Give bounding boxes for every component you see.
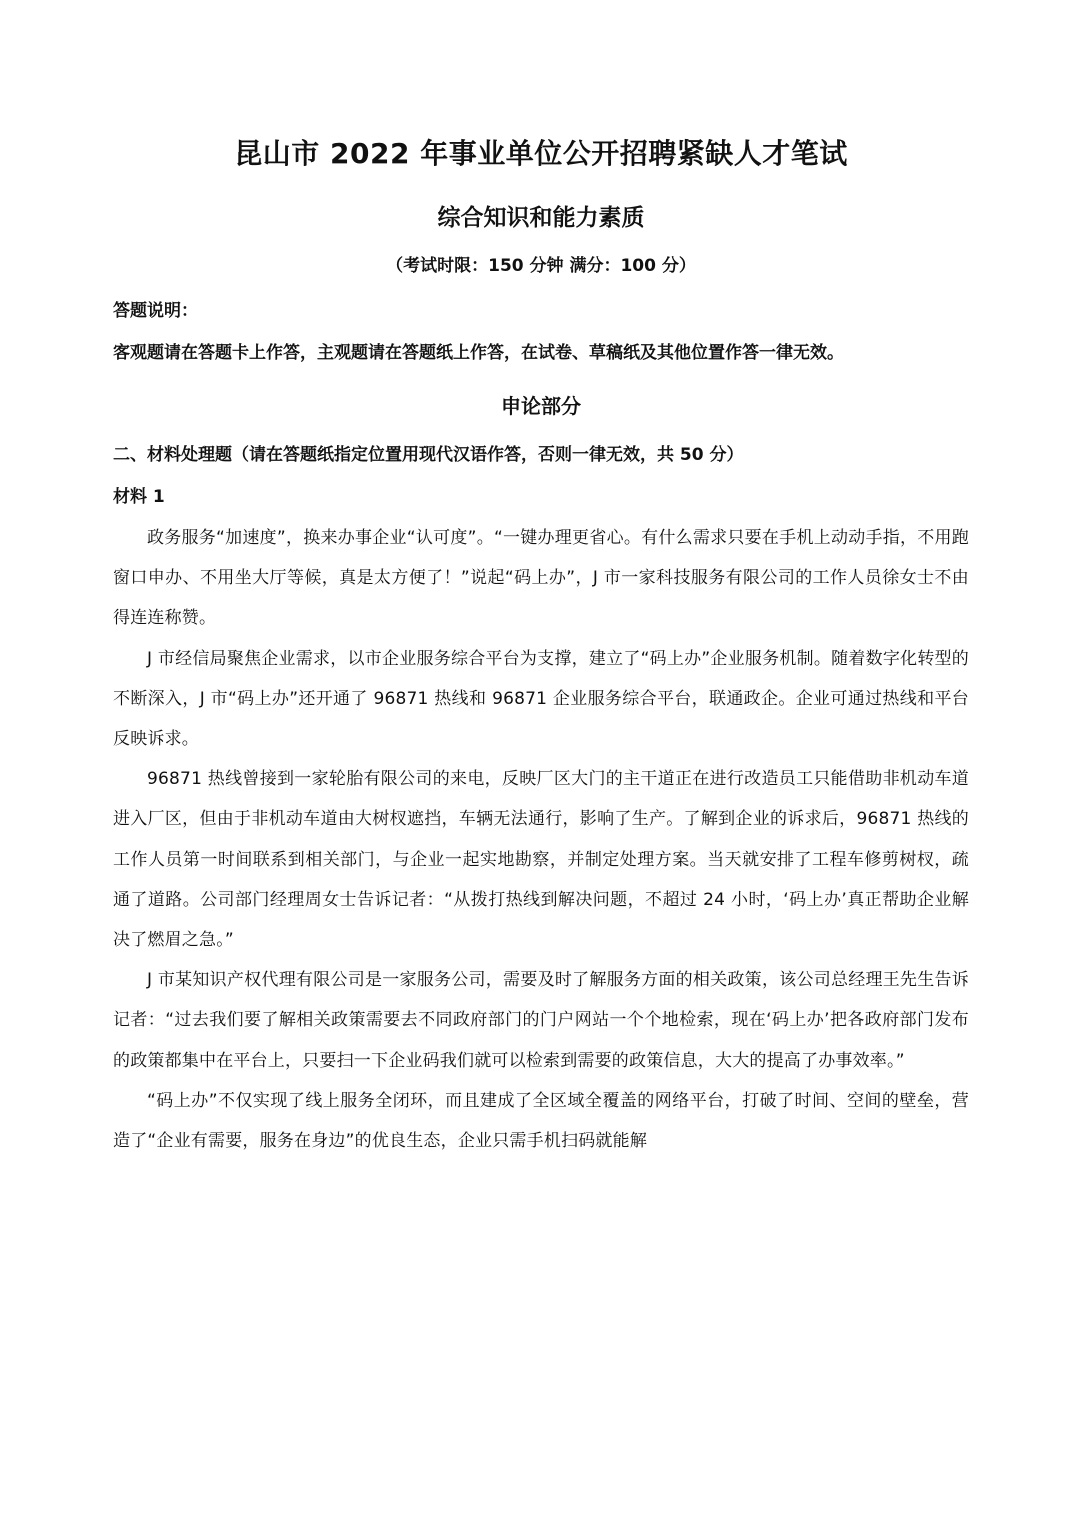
material-paragraph: 政务服务“加速度”，换来办事企业“认可度”。“一键办理更省心。有什么需求只要在手机上动动手指，不用跑窗口申办、不用坐大厅等候，真是太方便了！”说起“码上办”，J 市一家科技服务有限公司的工作人员徐女士不由得连连称赞。 <box>113 528 969 629</box>
instructions-label: 答题说明： <box>113 301 198 321</box>
document-subtitle: 综合知识和能力素质 <box>437 205 645 231</box>
section-title: 申论部分 <box>501 394 581 418</box>
question-title: 二、材料处理题（请在答题纸指定位置用现代汉语作答，否则一律无效，共 50 分） <box>113 445 744 465</box>
material-paragraph: 96871 热线曾接到一家轮胎有限公司的来电，反映厂区大门的主干道正在进行改造员工只能借助非机动车道进入厂区，但由于非机动车道由大树杈遮挡，车辆无法通行，影响了生产。了解到企业的诉求后，96871 热线的工作人员第一时间联系到相关部门，与企业一起实地勘察，并制定处理方案。当天就安排了工程车修剪树杈，疏通了道路。公司部门经理周女士告诉记者：“从拨打热线到解决问题，不超过 24 小时，‘码上办’真正帮助企业解决了燃眉之急。” <box>113 769 969 951</box>
instructions-text: 客观题请在答题卡上作答，主观题请在答题纸上作答，在试卷、草稿纸及其他位置作答一律无效。 <box>113 343 844 363</box>
document-title: 昆山市 2022 年事业单位公开招聘紧缺人才笔试 <box>234 137 848 170</box>
material-paragraph: J 市经信局聚焦企业需求，以市企业服务综合平台为支撑，建立了“码上办”企业服务机制。随着数字化转型的不断深入，J 市“码上办”还开通了 96871 热线和 96871 企业服务综合平台，联通政企。企业可通过热线和平台反映诉求。 <box>113 648 969 750</box>
exam-time-score-info: （考试时限：150 分钟 满分：100 分） <box>386 256 696 276</box>
material-paragraph: “码上办”不仅实现了线上服务全闭环，而且建成了全区域全覆盖的网络平台，打破了时间、空间的壁垒，营造了“企业有需要，服务在身边”的优良生态，企业只需手机扫码就能解 <box>113 1090 969 1152</box>
material-paragraph: J 市某知识产权代理有限公司是一家服务公司，需要及时了解服务方面的相关政策，该公司总经理王先生告诉记者：“过去我们要了解相关政策需要去不同政府部门的门户网站一个个地检索，现在‘码上办’把各政府部门发布的政策都集中在平台上，只要扫一下企业码我们就可以检索到需要的政策信息，大大的提高了办事效率。” <box>113 970 969 1071</box>
exam-page <box>113 128 969 1161</box>
material-label: 材料 1 <box>113 487 165 507</box>
